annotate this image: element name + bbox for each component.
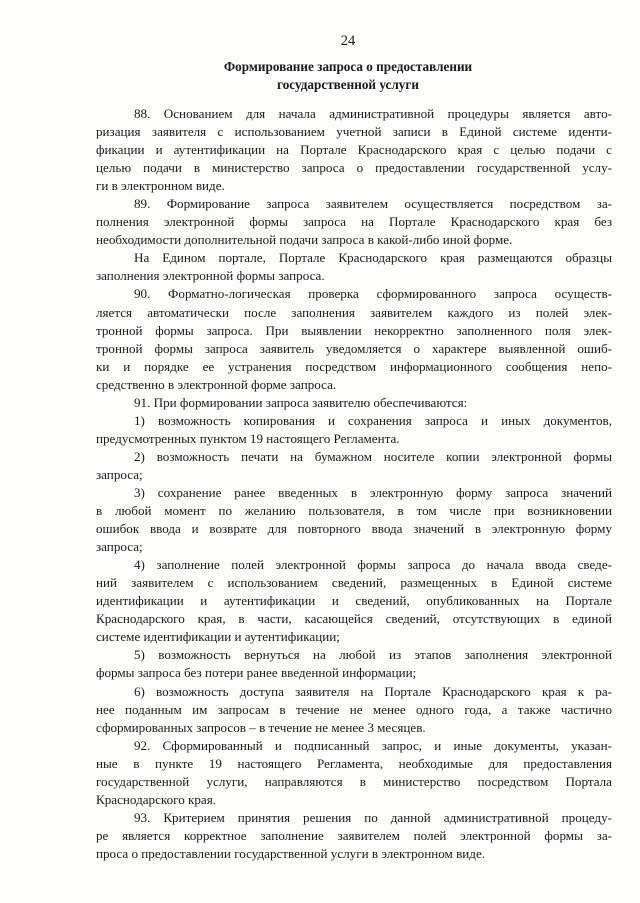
text-line: На Едином портале, Портале Краснодарского края размещаются образцы bbox=[134, 250, 612, 266]
text-line: ризация заявителя с использованием учетной записи в Единой системе иденти- bbox=[96, 124, 612, 140]
body-text bbox=[96, 105, 612, 863]
text-line: 5) возможность вернуться на любой из этапов заполнения электронной bbox=[134, 647, 612, 663]
text-line: формы запроса без потери ранее введенной информации; bbox=[96, 665, 417, 681]
text-line: запроса; bbox=[96, 466, 143, 482]
text-line: проса о предоставлении государственной услуги в электронном виде. bbox=[96, 845, 486, 861]
text-line: ре является корректное заполнение заявителем полей электронной формы за- bbox=[96, 827, 612, 843]
text-line: ги в электронном виде. bbox=[96, 178, 225, 194]
text-line: тронной формы запроса. При выявлении некорректно заполненного поля элек- bbox=[96, 322, 612, 338]
text-line: 90. Форматно-логическая проверка сформированного запроса осуществ- bbox=[134, 286, 612, 302]
text-line: 4) заполнение полей электронной формы запроса до начала ввода сведе- bbox=[134, 557, 612, 573]
text-line: 6) возможность доступа заявителя на Портале Краснодарского края к ра- bbox=[134, 683, 612, 699]
text-line: государственной услуги, направляются в министерство посредством Портала bbox=[96, 773, 612, 789]
text-line: 92. Сформированный и подписанный запрос, и иные документы, указан- bbox=[134, 737, 612, 753]
text-line: ний заявителем с использованием сведений, размещенных в Единой системе bbox=[96, 575, 612, 591]
text-line: 88. Основанием для начала административной процедуры является авто- bbox=[134, 106, 612, 121]
text-line: в любой момент по желанию пользователя, в том числе при возникновении bbox=[96, 503, 612, 519]
text-line: 91. При формировании запроса заявителю обеспечиваются: bbox=[134, 394, 468, 410]
section-heading bbox=[28, 58, 640, 94]
text-line: ошибок ввода и возврате для повторного ввода значений в электронную форму bbox=[96, 521, 612, 537]
text-line: Краснодарского края. bbox=[96, 791, 217, 807]
text-line: целью подачи в министерство запроса о предоставлении государственной услу- bbox=[96, 160, 612, 176]
text-line: 93. Критерием принятия решения по данной административной процеду- bbox=[134, 809, 612, 825]
page-number: 24 bbox=[340, 33, 356, 49]
section-heading-line-1: Формирование запроса о предоставлении bbox=[223, 59, 473, 74]
text-line: 89. Формирование запроса заявителем осуществляется посредством за- bbox=[134, 196, 612, 212]
text-line: полнения электронной формы запроса на Портале Краснодарского края без bbox=[96, 214, 612, 230]
text-line: сформированных запросов – в течение не менее 3 месяцев. bbox=[96, 719, 426, 735]
text-line: 1) возможность копирования и сохранения запроса и иных документов, bbox=[134, 412, 612, 428]
text-line: заполнения электронной формы запроса. bbox=[96, 268, 325, 284]
text-line: нее поданным им запросам в течение не менее одного года, а также частично bbox=[96, 701, 612, 717]
text-line: ляется автоматически после заполнения заявителем каждого из полей элек- bbox=[96, 304, 612, 320]
text-line: средственно в электронной форме запроса. bbox=[96, 376, 337, 392]
text-line: ки и порядке ее устранения посредством информационного сообщения непо- bbox=[96, 358, 612, 374]
text-line: системе идентификации и аутентификации; bbox=[96, 629, 340, 645]
section-heading-line-2: государственной услуги bbox=[277, 77, 419, 92]
text-line: предусмотренных пунктом 19 настоящего Регламента. bbox=[96, 430, 400, 446]
text-line: тронной формы запроса заявитель уведомляется о характере выявленной ошиб- bbox=[96, 340, 612, 356]
text-line: запроса; bbox=[96, 539, 143, 555]
text-line: фикации и аутентификации на Портале Краснодарского края с целью подачи с bbox=[96, 142, 612, 158]
text-line: идентификации и аутентификации и сведений, опубликованных на Портале bbox=[96, 593, 612, 609]
text-line: 2) возможность печати на бумажном носителе копии электронной формы bbox=[134, 448, 612, 464]
text-line: необходимости дополнительной подачи запроса в какой-либо иной форме. bbox=[96, 232, 513, 248]
text-line: ные в пункте 19 настоящего Регламента, необходимые для предоставления bbox=[96, 755, 612, 771]
text-line: 3) сохранение ранее введенных в электронную форму запроса значений bbox=[134, 484, 612, 500]
text-line: Краснодарского края, в части, касающейся сведений, отсутствующих в единой bbox=[96, 611, 612, 627]
